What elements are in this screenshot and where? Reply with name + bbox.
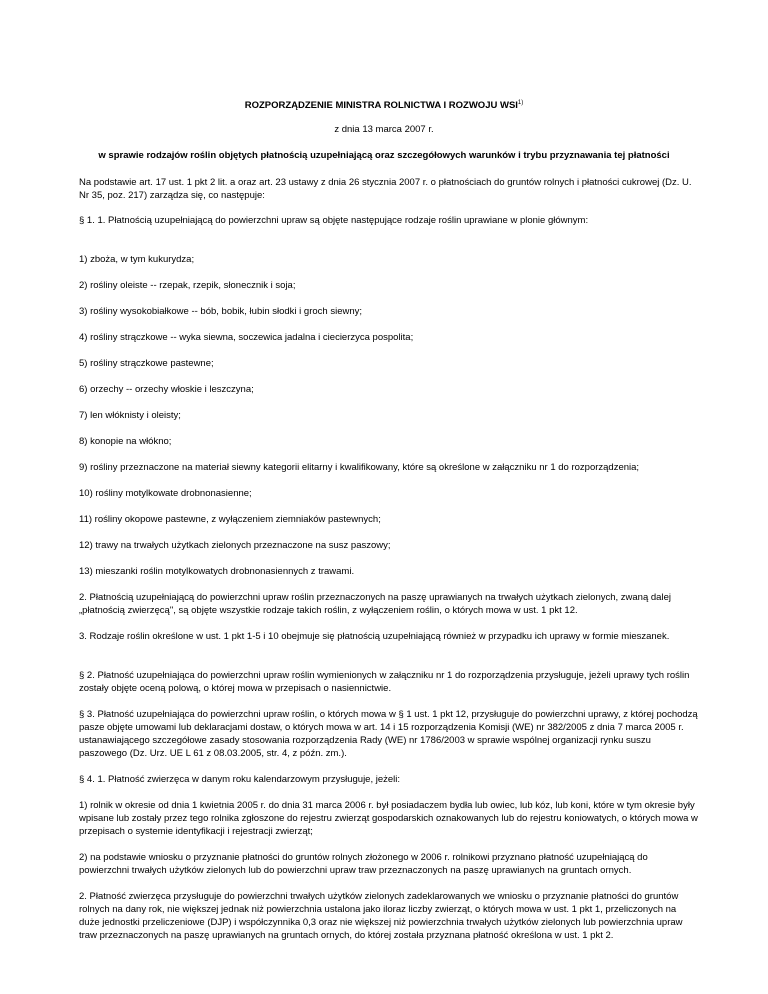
paragraph-section-1-ust-2: 2. Płatnością uzupełniającą do powierzchni upraw roślin przeznaczonych na paszę uprawianych na trwałych użytkach zielonych, zwaną dalej „płatnością zwierzęcą", są objęte wszystkie rodzaje takich roślin, z wyłączeniem roślin, o których mowa w ust. 1 pkt 12. [79, 592, 671, 616]
list-item-4: 4) rośliny strączkowe -- wyka siewna, soczewica jadalna i ciecierzyca pospolita; [79, 332, 414, 343]
paragraph-section-4: § 4. 1. Płatność zwierzęca w danym roku kalendarzowym przysługuje, jeżeli: [79, 774, 401, 785]
paragraph-section-3: § 3. Płatność uzupełniająca do powierzchni upraw roślin, o których mowa w § 1 ust. 1 pkt 12, przysługuje do powierzchni uprawy, z której pochodzą pasze objęte umowami lub deklaracjami dostaw, o których mowa w art. 14 i 15 rozporządzenia Komisji (WE) nr 382/2005 z dnia 7 marca 2005 r. ustanawiającego szczegółowe zasady stosowania rozporządzenia Rady (WE) nr 1786/2003 w sprawie wspólnej organizacji rynku suszu paszowego (Dz. Urz. UE L 61 z 08.03.2005, str. 4, z późn. zm.). [79, 709, 698, 759]
list-item-1: 1) zboża, w tym kukurydza; [79, 254, 195, 265]
title-footnote-marker: 1) [517, 100, 524, 106]
list-item-8: 8) konopie na włókno; [79, 436, 172, 447]
paragraph-section-2: § 2. Płatność uzupełniająca do powierzchni upraw roślin wymienionych w załączniku nr 1 do rozporządzenia przysługuje, jeżeli uprawy tych roślin zostały objęte oceną polową, o której mowa w przepisach o nasiennictwie. [79, 670, 690, 694]
list-item-5: 5) rośliny strączkowe pastewne; [79, 358, 214, 369]
document-date: z dnia 13 marca 2007 r. [334, 124, 434, 135]
list-item-6: 6) orzechy -- orzechy włoskie i leszczyna; [79, 384, 254, 395]
list-item-13: 13) mieszanki roślin motylkowatych drobnonasiennych z trawami. [79, 566, 355, 577]
paragraph-section-4-item-2: 2) na podstawie wniosku o przyznanie płatności do gruntów rolnych złożonego w 2006 r. rolnikowi przyznano płatność uzupełniającą do powierzchni trwałych użytków zielonych lub do powierzchni upraw traw przeznaczonych na paszę uprawianych na gruntach ornych. [79, 852, 648, 876]
paragraph-section-4-item-1: 1) rolnik w okresie od dnia 1 kwietnia 2005 r. do dnia 31 marca 2006 r. był posiadaczem bydła lub owiec, lub kóz, lub koni, które w tym okresie były wpisane lub zostały przez tego rolnika zgłoszone do rejestru zwierząt gospodarskich oznakowanych lub do rejestru koniowatych, o których mowa w przepisach o systemie identyfikacji i rejestracji zwierząt; [79, 800, 698, 837]
document-subject: w sprawie rodzajów roślin objętych płatnością uzupełniającą oraz szczegółowych warunków i trybu przyznawania tej płatności [98, 150, 670, 161]
document-title [0, 97, 768, 112]
paragraph-section-1: § 1. 1. Płatnością uzupełniającą do powierzchni upraw są objęte następujące rodzaje roślin uprawiane w plonie głównym: [79, 215, 589, 226]
paragraph-section-1-ust-3: 3. Rodzaje roślin określone w ust. 1 pkt 1-5 i 10 obejmuje się płatnością uzupełniającą również w przypadku ich uprawy w formie mieszanek. [79, 631, 670, 642]
list-item-2: 2) rośliny oleiste -- rzepak, rzepik, słonecznik i soja; [79, 280, 296, 291]
list-item-7: 7) len włóknisty i oleisty; [79, 410, 181, 421]
list-item-11: 11) rośliny okopowe pastewne, z wyłączeniem ziemniaków pastewnych; [79, 514, 381, 525]
preamble-paragraph: Na podstawie art. 17 ust. 1 pkt 2 lit. a oraz art. 23 ustawy z dnia 26 stycznia 2007 r. o płatnościach do gruntów rolnych i płatności cukrowej (Dz. U. Nr 35, poz. 217) zarządza się, co następuje: [79, 177, 692, 201]
list-item-10: 10) rośliny motylkowate drobnonasienne; [79, 488, 252, 499]
paragraph-section-4-ust-2: 2. Płatność zwierzęca przysługuje do powierzchni trwałych użytków zielonych zadeklarowanych we wniosku o przyznanie płatności do gruntów rolnych na dany rok, nie większej jednak niż powierzchnia ustalona jako iloraz liczby zwierząt, o których mowa w ust. 1 pkt 1, przeliczonych na duże jednostki przeliczeniowe (DJP) i współczynnika 0,3 oraz nie większej niż powierzchnia trwałych użytków zielonych lub powierzchnia upraw traw przeznaczonych na paszę uprawianych na gruntach ornych, do której została przyznana płatność określona w ust. 1 pkt 2. [79, 891, 683, 941]
list-item-3: 3) rośliny wysokobiałkowe -- bób, bobik, łubin słodki i groch siewny; [79, 306, 363, 317]
list-item-12: 12) trawy na trwałych użytkach zielonych przeznaczone na susz paszowy; [79, 540, 391, 551]
document-title-text: ROZPORZĄDZENIE MINISTRA ROLNICTWA I ROZWOJU WSI [244, 100, 518, 111]
list-item-9: 9) rośliny przeznaczone na materiał siewny kategorii elitarny i kwalifikowany, które są określone w załączniku nr 1 do rozporządzenia; [79, 462, 640, 473]
